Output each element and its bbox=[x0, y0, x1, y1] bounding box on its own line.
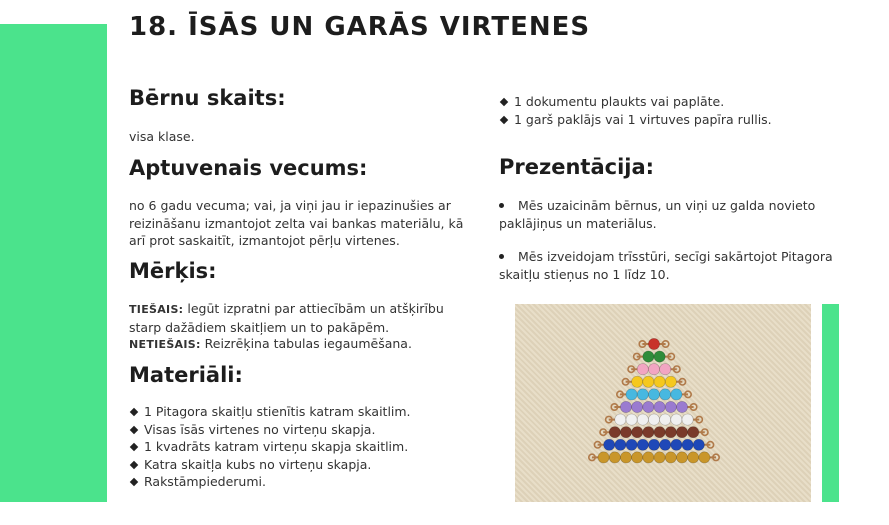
bead bbox=[648, 338, 659, 349]
materials-list bbox=[129, 403, 411, 491]
goal-indirect bbox=[129, 335, 469, 354]
bead bbox=[632, 427, 643, 438]
bead bbox=[660, 439, 671, 450]
bead bbox=[654, 452, 665, 463]
bead-stair-image bbox=[515, 304, 811, 502]
bead bbox=[632, 376, 643, 387]
bead bbox=[620, 427, 631, 438]
bead bbox=[615, 439, 626, 450]
bead bbox=[688, 452, 699, 463]
goal-indirect-label: NETIEŠAIS: bbox=[129, 338, 201, 351]
bead bbox=[671, 414, 682, 425]
list-item: Visas īsās virtenes no virteņu skapja. bbox=[129, 421, 411, 439]
children-text: visa klase. bbox=[129, 129, 195, 144]
bead bbox=[665, 401, 676, 412]
children-heading: Bērnu skaits: bbox=[129, 86, 286, 110]
bead-stair-photo bbox=[515, 304, 811, 502]
left-accent-bar bbox=[0, 24, 107, 502]
bead bbox=[620, 452, 631, 463]
bead bbox=[682, 439, 693, 450]
right-accent-bar bbox=[822, 304, 839, 502]
materials-heading: Materiāli: bbox=[129, 363, 243, 387]
bead bbox=[626, 414, 637, 425]
dot-bullet-icon bbox=[499, 254, 504, 259]
bead bbox=[654, 351, 665, 362]
bead bbox=[643, 427, 654, 438]
age-heading: Aptuvenais vecums: bbox=[129, 156, 368, 180]
bead bbox=[671, 439, 682, 450]
bead bbox=[654, 376, 665, 387]
bead bbox=[665, 452, 676, 463]
bead bbox=[693, 439, 704, 450]
diamond-bullet-icon bbox=[130, 408, 138, 416]
bead bbox=[660, 389, 671, 400]
bead bbox=[632, 452, 643, 463]
bead bbox=[620, 401, 631, 412]
bead bbox=[648, 364, 659, 375]
bead bbox=[626, 439, 637, 450]
bead bbox=[688, 427, 699, 438]
bead bbox=[598, 452, 609, 463]
age-text: no 6 gadu vecuma; vai, ja viņi jau ir iepazinušies ar reizināšanu izmantojot zelta vai bankas materiālu, kā arī prot saskaitīt, izmantojot pērļu virtenes. bbox=[129, 198, 464, 248]
presentation-step-1: Mēs uzaicinām bērnus, un viņi uz galda novieto paklājiņus un materiālus. bbox=[499, 198, 816, 231]
bead bbox=[637, 389, 648, 400]
bead bbox=[676, 427, 687, 438]
goal-direct-label: TIEŠAIS: bbox=[129, 303, 184, 316]
bead bbox=[609, 427, 620, 438]
goal-direct bbox=[129, 300, 469, 336]
bead bbox=[665, 376, 676, 387]
bead bbox=[648, 389, 659, 400]
bead bbox=[648, 414, 659, 425]
bead bbox=[643, 452, 654, 463]
bead bbox=[637, 439, 648, 450]
list-item: Katra skaitļa kubs no virteņu skapja. bbox=[129, 456, 411, 474]
list-item: 1 dokumentu plaukts vai paplāte. bbox=[499, 93, 772, 111]
presentation-step-2: Mēs izveidojam trīsstūri, secīgi sakārtojot Pitagora skaitļu stieņus no 1 līdz 10. bbox=[499, 249, 833, 282]
bead bbox=[643, 376, 654, 387]
bead bbox=[637, 414, 648, 425]
dot-bullet-icon bbox=[499, 203, 504, 208]
bead bbox=[682, 414, 693, 425]
bead bbox=[660, 364, 671, 375]
bead bbox=[615, 414, 626, 425]
goal-direct-text: legūt izpratni par attiecībām un atšķirību starp dažādiem skaitļiem un to pakāpēm. bbox=[129, 301, 444, 335]
list-item: 1 Pitagora skaitļu stienītis katram skaitlim. bbox=[129, 403, 411, 421]
diamond-bullet-icon bbox=[130, 443, 138, 451]
bead bbox=[665, 427, 676, 438]
goal-indirect-text: Reizrēķina tabulas iegaumēšana. bbox=[200, 336, 412, 351]
bead bbox=[676, 401, 687, 412]
bead bbox=[660, 414, 671, 425]
page-title: 18. ĪSĀS UN GARĀS VIRTENES bbox=[129, 12, 591, 42]
diamond-bullet-icon bbox=[130, 460, 138, 468]
bead bbox=[648, 439, 659, 450]
bead bbox=[609, 452, 620, 463]
bead bbox=[671, 389, 682, 400]
goal-heading: Mērķis: bbox=[129, 259, 217, 283]
diamond-bullet-icon bbox=[500, 98, 508, 106]
bead bbox=[699, 452, 710, 463]
bead bbox=[637, 364, 648, 375]
bead bbox=[626, 389, 637, 400]
bead bbox=[643, 351, 654, 362]
diamond-bullet-icon bbox=[130, 478, 138, 486]
materials-list-continued bbox=[499, 93, 772, 128]
list-item: Rakstāmpiederumi. bbox=[129, 473, 411, 491]
bead bbox=[632, 401, 643, 412]
bead bbox=[676, 452, 687, 463]
list-item: 1 kvadrāts katram virteņu skapja skaitlim. bbox=[129, 438, 411, 456]
bead bbox=[654, 401, 665, 412]
bead bbox=[654, 427, 665, 438]
list-item: 1 garš paklājs vai 1 virtuves papīra rullis. bbox=[499, 111, 772, 129]
bead bbox=[643, 401, 654, 412]
diamond-bullet-icon bbox=[500, 115, 508, 123]
bead bbox=[604, 439, 615, 450]
diamond-bullet-icon bbox=[130, 425, 138, 433]
presentation-heading: Prezentācija: bbox=[499, 155, 655, 179]
